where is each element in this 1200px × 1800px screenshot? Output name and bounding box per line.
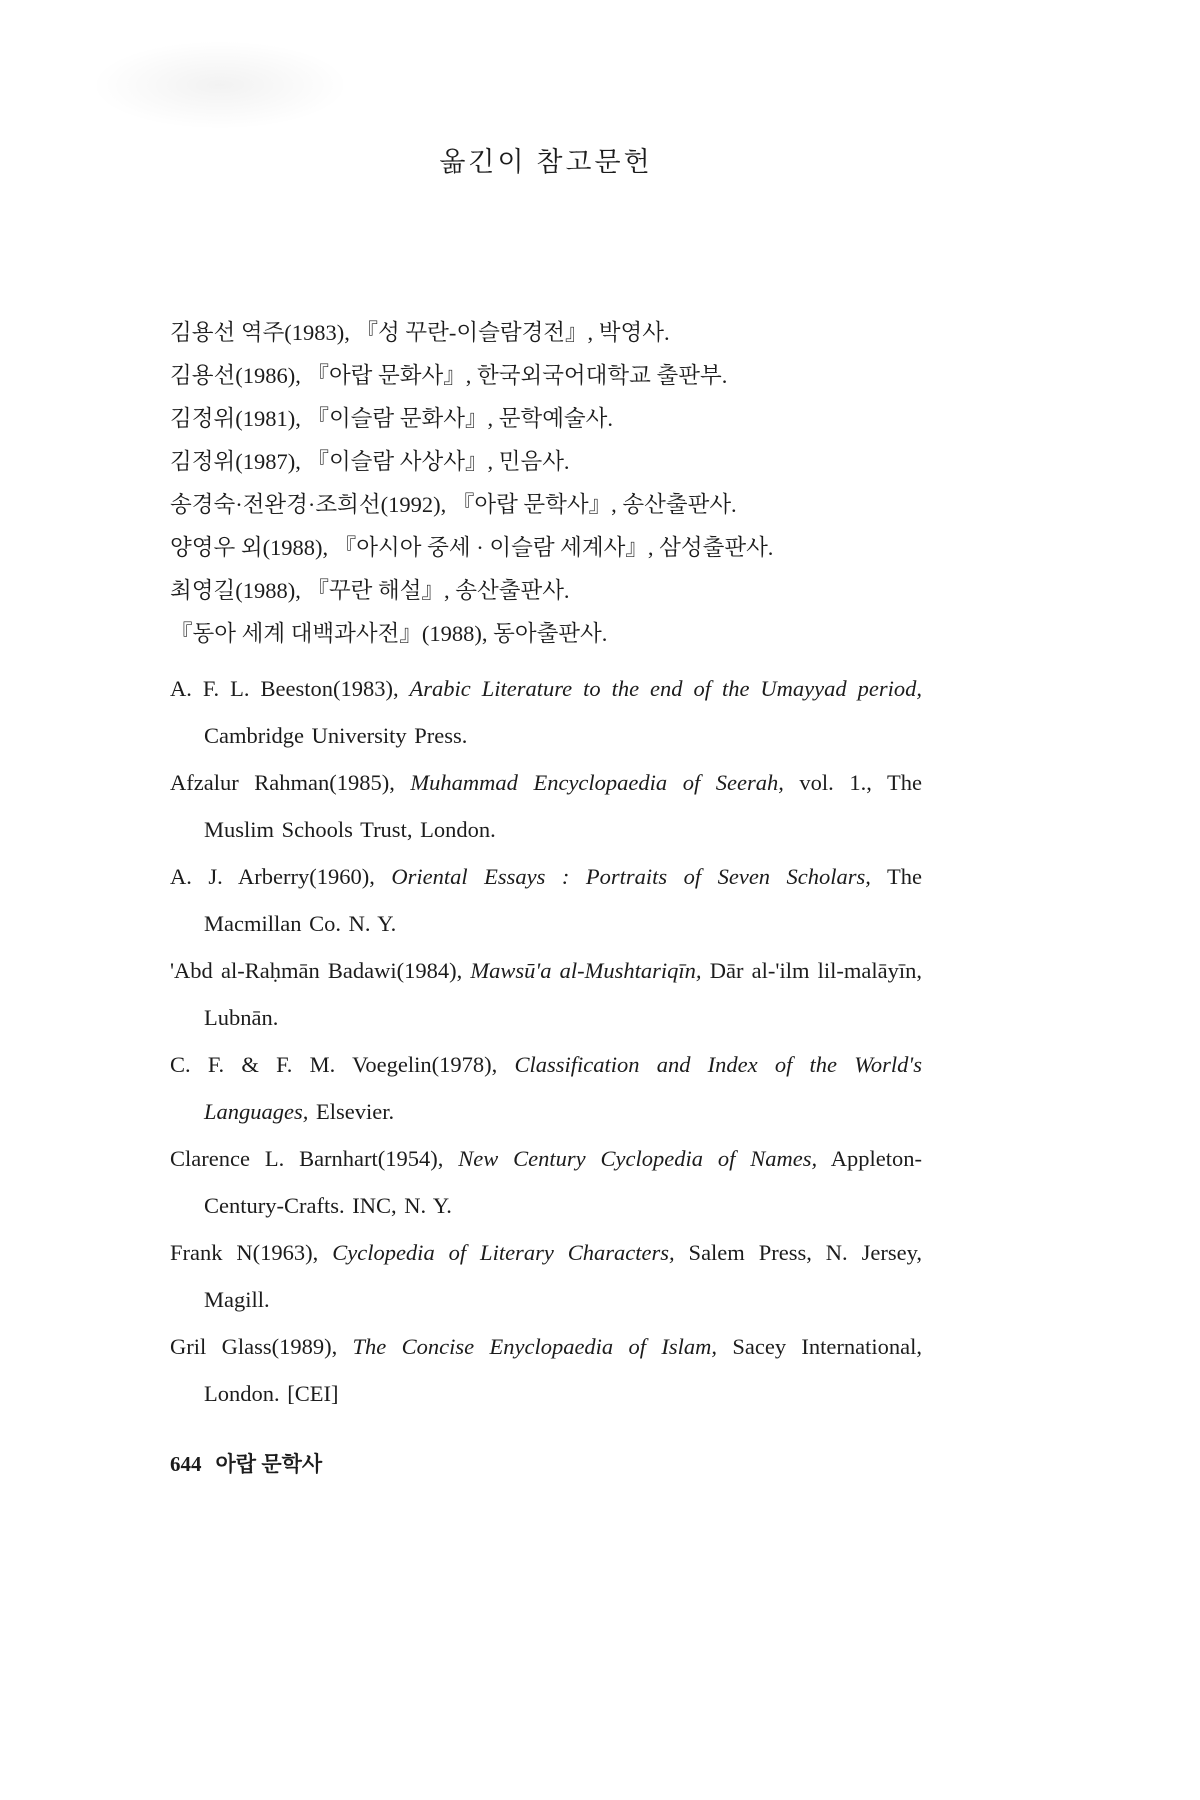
reference-list (170, 311, 922, 1417)
page-number: 644 (170, 1452, 202, 1476)
reference-author-segment: Frank N(1963), (170, 1240, 333, 1265)
reference-author-segment: Clarence L. Barnhart(1954), (170, 1146, 459, 1171)
reference-entry (170, 853, 922, 947)
reference-publisher-segment: Cambridge University Press. (204, 723, 468, 748)
reference-author-segment: 'Abd al-Raḥmān Badawi(1984), (170, 958, 471, 983)
reference-author-segment: C. F. & F. M. Voegelin(1978), (170, 1052, 515, 1077)
reference-publisher-segment: Elsevier. (308, 1099, 395, 1124)
reference-entry (170, 1229, 922, 1323)
reference-publisher-segment: Appleton-Century-Crafts. INC, N. Y. (204, 1146, 922, 1218)
reference-title-segment: The Concise Enyclopaedia of Islam, (352, 1334, 717, 1359)
reference-entry: 김용선(1986), 『아랍 문화사』, 한국외국어대학교 출판부. (170, 363, 728, 388)
reference-publisher-segment: Dār al-'ilm lil-malāyīn, Lubnān. (204, 958, 922, 1030)
reference-publisher-segment: Salem Press, N. Jersey, Magill. (204, 1240, 922, 1312)
reference-entry: 송경숙·전완경·조희선(1992), 『아랍 문학사』, 송산출판사. (170, 492, 737, 517)
reference-entry: 『동아 세계 대백과사전』(1988), 동아출판사. (170, 621, 608, 646)
reference-author-segment: A. F. L. Beeston(1983), (170, 676, 410, 701)
western-references (170, 665, 922, 1417)
reference-author-segment: Gril Glass(1989), (170, 1334, 353, 1359)
reference-entry (170, 1041, 922, 1135)
korean-references (170, 311, 922, 655)
reference-author-segment: A. J. Arberry(1960), (170, 864, 392, 889)
reference-publisher-segment: The Macmillan Co. N. Y. (204, 864, 923, 936)
reference-title-segment: Cyclopedia of Literary Characters, (332, 1240, 675, 1265)
reference-title-segment: Mawsū'a al-Mushtariqīn, (470, 958, 702, 983)
reference-entry: 양영우 외(1988), 『아시아 중세 · 이슬람 세계사』, 삼성출판사. (170, 535, 774, 560)
reference-entry (170, 665, 922, 759)
reference-title-segment: Arabic Literature to the end of the Umayyad period, (409, 676, 922, 701)
reference-title-segment: Classification and Index of the World's Languages, (204, 1052, 922, 1124)
page-footer (170, 1448, 322, 1478)
reference-publisher-segment: Sacey International, London. [CEI] (204, 1334, 922, 1406)
reference-author-segment: Afzalur Rahman(1985), (170, 770, 411, 795)
reference-title-segment: Oriental Essays : Portraits of Seven Scholars, (391, 864, 871, 889)
reference-entry (170, 947, 922, 1041)
reference-entry: 김정위(1981), 『이슬람 문화사』, 문학예술사. (170, 406, 614, 431)
reference-entry: 김용선 역주(1983), 『성 꾸란-이슬람경전』, 박영사. (170, 320, 670, 345)
footer-book-title: 아랍 문학사 (215, 1452, 323, 1476)
page-title: 옮긴이 참고문헌 (439, 147, 653, 177)
reference-title-segment: Muhammad Encyclopaedia of Seerah, (410, 770, 784, 795)
reference-entry: 최영길(1988), 『꾸란 해설』, 송산출판사. (170, 578, 570, 603)
reference-entry (170, 759, 922, 853)
reference-entry: 김정위(1987), 『이슬람 사상사』, 민음사. (170, 449, 570, 474)
reference-title-segment: New Century Cyclopedia of Names, (458, 1146, 818, 1171)
reference-entry (170, 1135, 922, 1229)
reference-publisher-segment: vol. 1., The Muslim Schools Trust, London. (204, 770, 922, 842)
reference-entry (170, 1323, 922, 1417)
